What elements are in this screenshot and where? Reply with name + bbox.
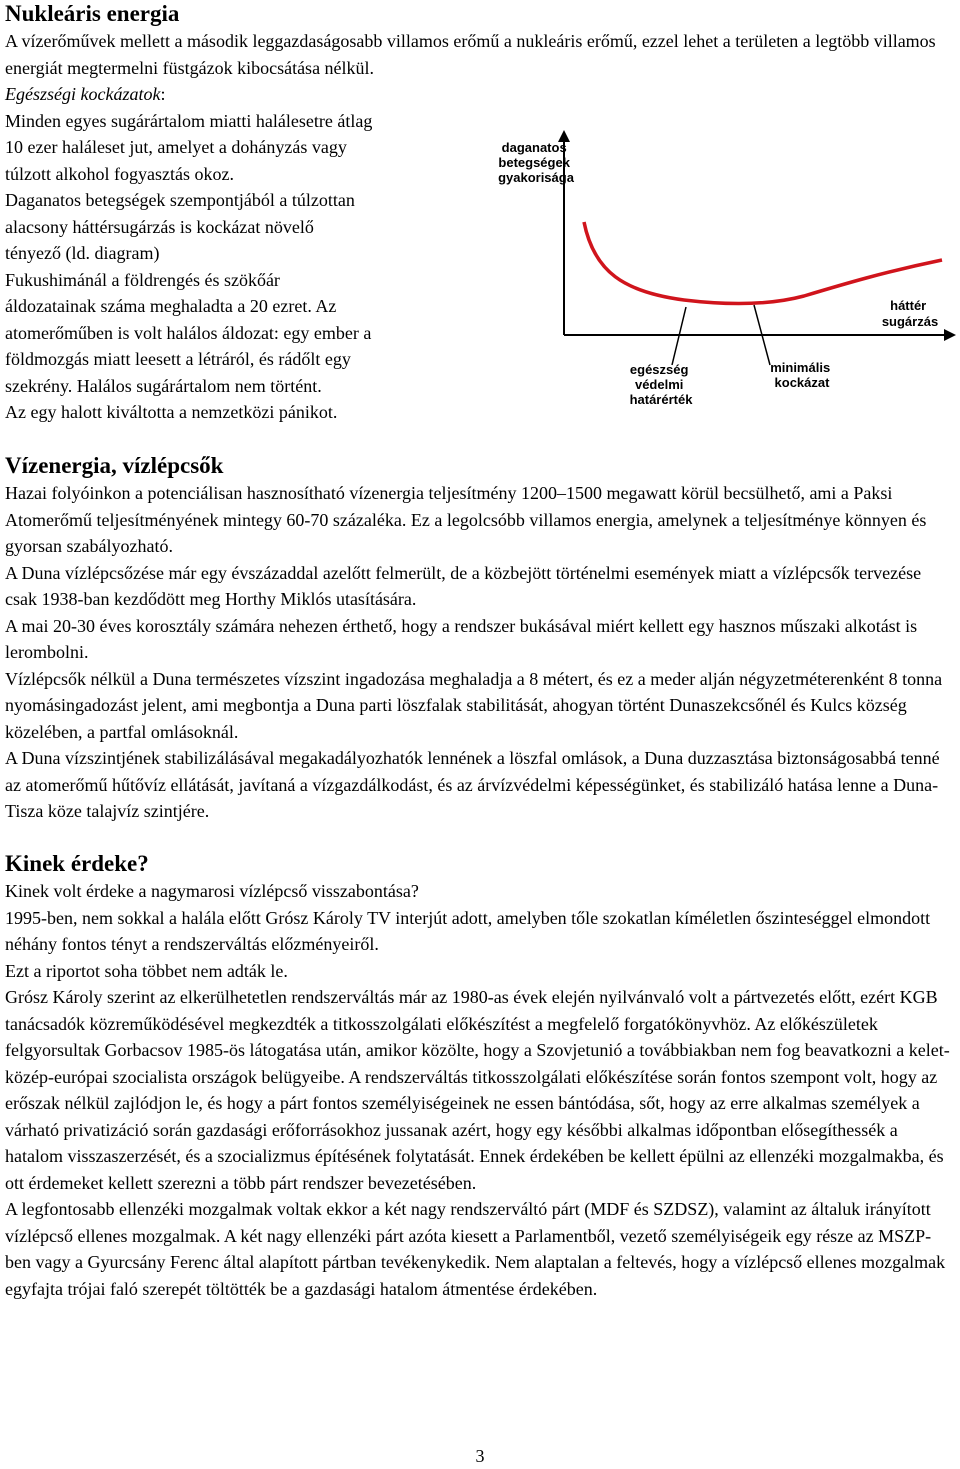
interest-paragraph: Ezt a riportot soha többet nem adták le.: [5, 960, 288, 981]
x-axis-label: [882, 298, 938, 329]
y-label-line: daganatos: [501, 140, 567, 155]
text-line: túlzott alkohol fogyasztás okoz.: [5, 163, 234, 184]
interest-paragraph: A legfontosabb ellenzéki mozgalmak voltak ekkor a két nagy rendszerváltó párt (MDF és SZDSZ), valamint az általuk irányított vízlépcső ellenes mozgalmak. A két nagy ellenzéki párt azóta kiesett a Parlamentből, vezető személyiségeik egy része az MSZP-ben vagy a Gyurcsány Ferenc által alapított pártban tevékenykedik. Nem alaptalan a feltevés, hogy a vízlépcső ellenes mozgalmak egyfajta trójai faló szerepét töltötték be a gazdasági hatalom átmentése érdekében.: [5, 1199, 946, 1299]
interest-paragraph: Grósz Károly szerint az elkerülhetetlen rendszerváltás már az 1980-as évek elején nyilvánvaló volt a pártvezetés előtt, ezért KGB tanácsadók közreműködésével megkezdték a titkosszolgálati előkészítést a megfelelő forgatókönyvhöz. Az előkészületek felgyorsultak Gorbacsov 1985-ös látogatása után, amikor közölte, hogy a Szovjetunió a továbbiakban nem fog beavatkozni a kelet-közép-európai szocialista országok belügyeibe. A rendszerváltás titkosszolgálati előkészítése során fontos szempont volt, hogy az erőszak nélkül zajlódjon le, és hogy a párt fontos személyiségeinek ne essen bántódása, sőt, hogy az erre alkalmas személyek a várható privatizáció során gazdasági erőforrásokhoz jussanak azért, hogy egy későbbi alkalmas időpontban elősegíthessék a hatalom visszaszerzését, és a szocializmus építésének folytatását. Ennek érdekében be kellett épülni az ellenzéki mozgalmakba, és ott érdemeket kellett szerezni a több párt rendszer bevezetésében.: [5, 987, 950, 1193]
hydro-paragraph: Vízlépcsők nélkül a Duna természetes vízszint ingadozása meghaladja a 8 métert, és ez a meder alján négyzetméterenként 8 tonna nyomásingadozást jelent, ami megbontja a Duna parti löszfalak stabilitását, ahogyan történt Dunaszekcsőnél és Kulcs község közelében, a partfal omlásoknál.: [5, 668, 943, 742]
text-line: alacsony háttérsugárzás is kockázat növelő: [5, 216, 314, 237]
text-line: atomerőműben is volt halálos áldozat: egy ember a: [5, 322, 372, 343]
health-limit-annotation: [630, 362, 694, 407]
text-line: 10 ezer haláleset jut, amelyet a dohányzás vagy: [5, 137, 347, 157]
hydro-paragraph: A Duna vízlépcsőzése már egy évszázaddal azelőtt felmerült, de a közbejött történelmi események miatt a vízlépcsők tervezése csak 1938-ban kezdődött meg Horthy Miklós utasítására.: [5, 562, 922, 609]
y-axis-label: [498, 140, 575, 185]
hydro-paragraph: A Duna vízszintjének stabilizálásával megakadályozhatók lennének a löszfal omlások, a Duna duzzasztása biztonságosabbá tenné az atomerőmű hűtővíz ellátását, javítaná a vízgazdálkodást, és az árvízvédelmi képességünket, és stabilizáló hatása lenne a Duna-Tisza köze talajvíz szintjére.: [5, 748, 940, 821]
section-title-hydro: Vízenergia, vízlépcsők: [5, 453, 224, 478]
text-line: áldozatainak száma meghaladta a 20 ezret. Az: [5, 296, 337, 316]
health-risks-text: [5, 108, 475, 426]
page-number: 3: [475, 1446, 485, 1466]
text-line: Daganatos betegségek szempontjából a túlzottan: [5, 190, 355, 210]
minimum-risk-annotation: [770, 360, 834, 390]
annotation-line: védelmi: [634, 377, 684, 392]
x-label-line: háttér: [890, 298, 927, 313]
text-line: földmozgás miatt leesett a létráról, és rádőlt egy: [5, 349, 351, 369]
text-line: Minden egyes sugárártalom miatti halálesetre átlag: [5, 110, 373, 131]
text-line: tényező (ld. diagram): [5, 243, 160, 263]
radiation-risk-diagram: [498, 130, 956, 418]
diagram-svg: [498, 130, 956, 418]
annotation-line: minimális: [770, 360, 831, 375]
section-interest: [5, 850, 955, 1302]
annotation-line: határérték: [629, 392, 693, 407]
risk-curve: [584, 222, 942, 303]
interest-paragraph: 1995-ben, nem sokkal a halála előtt Grósz Károly TV interjút adott, amelyben tőle szokatlan kíméletlen őszinteséggel elmondott néhány fontos tényt a rendszerváltás előzményeiről.: [5, 907, 931, 954]
x-axis-arrow-icon: [944, 329, 956, 341]
text-line: szekrény. Halálos sugárártalom nem történt.: [5, 375, 322, 396]
section-title-interest: Kinek érdeke?: [5, 851, 149, 876]
x-label-line: sugárzás: [881, 314, 939, 329]
health-risks-colon: :: [160, 84, 166, 104]
section-hydro: [5, 452, 955, 825]
health-risks-label: Egészségi kockázatok: [5, 84, 161, 104]
text-line: Az egy halott kiváltotta a nemzetközi pánikot.: [5, 402, 338, 422]
text-line: Fukushimánál a földrengés és szökőár: [5, 269, 280, 290]
annotation-line: egészség: [629, 362, 689, 377]
annotation-line: kockázat: [774, 375, 830, 390]
y-label-line: gyakorisága: [498, 170, 574, 185]
health-risks-heading: [5, 81, 475, 108]
interest-paragraph: Kinek volt érdeke a nagymarosi vízlépcső visszabontása?: [5, 881, 419, 901]
hydro-paragraph: A mai 20-30 éves korosztály számára nehezen érthető, hogy a rendszer bukásával miért kellett egy hasznos műszaki alkotást is lerombolni.: [5, 615, 918, 662]
hydro-paragraph: Hazai folyóinkon a potenciálisan hasznosítható vízenergia teljesítmény 1200–1500 megawatt körül becsülhető, ami a Paksi Atomerőmű teljesítményének mintegy 60-70 százaléka. Ez a legolcsóbb villamos energia, amelynek a teljesítménye könnyen és gyorsan szabályozható.: [5, 483, 927, 556]
y-label-line: betegségek: [498, 155, 570, 170]
section-title-nuclear: Nukleáris energia: [5, 1, 180, 26]
nuclear-intro: A vízerőművek mellett a második leggazdaságosabb villamos erőmű a nukleáris erőmű, ezzel lehet a területen a legtöbb villamos energiát megtermelni füstgázok kibocsátása nélkül.: [5, 31, 936, 78]
